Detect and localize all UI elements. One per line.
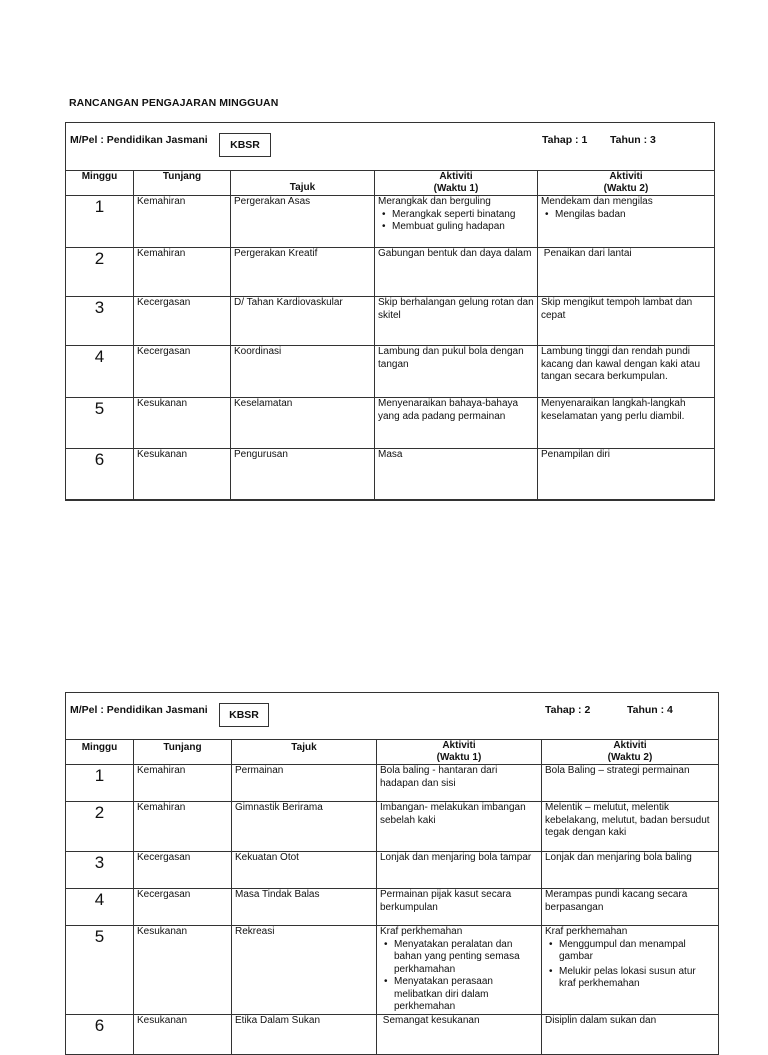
tajuk-cell: Keselamatan [231,398,375,449]
waktu-1-cell [375,196,538,248]
tunjang-cell: Kecergasan [134,346,231,398]
list-item: • Menggumpul dan menampal gambar [559,939,715,964]
header-row [66,171,715,196]
col-tunjang: Tunjang [134,740,232,765]
subject-label: M/Pel : Pendidikan Jasmani [70,704,208,716]
tajuk-cell: Koordinasi [231,346,375,398]
waktu-2-cell: Merampas pundi kacang secara berpasangan [542,889,719,926]
list-item: • Merangkak seperti binatang [392,209,534,222]
tunjang-cell: Kesukanan [134,1015,232,1055]
waktu-1-label: (Waktu 1) [436,752,482,763]
waktu-1-cell: Permainan pijak kasut secara berkumpulan [377,889,542,926]
week-number: 2 [66,248,134,297]
waktu-1-cell: Gabungan bentuk dan daya dalam [375,248,538,297]
activity-bullets [380,939,538,1014]
waktu-2-cell: Skip mengikut tempoh lambat dan cepat [538,297,715,346]
waktu-1-label: (Waktu 1) [433,183,479,194]
tahun-label: Tahun : 4 [627,704,673,716]
table-row [66,196,715,248]
weekly-plan-table-1 [65,122,715,500]
week-number: 3 [66,852,134,889]
week-number: 4 [66,889,134,926]
waktu-1-cell: Lambung dan pukul bola dengan tangan [375,346,538,398]
list-item: • Mengilas badan [555,209,711,222]
waktu-2-cell: Melentik – melutut, melentik kebelakang, melutut, badan bersudut tegak dengan kaki [542,802,719,852]
week-number: 1 [66,196,134,248]
aktiviti-2-label: Aktiviti [609,171,643,182]
waktu-2-cell: Penampilan diri [538,449,715,501]
tunjang-cell: Kecergasan [134,297,231,346]
tunjang-cell: Kecergasan [134,889,232,926]
aktiviti-1-label: Aktiviti [442,740,476,751]
table-row [66,926,719,1015]
table-row [66,1015,719,1055]
week-number: 5 [66,926,134,1015]
col-aktiviti-2 [542,740,719,765]
tunjang-cell: Kemahiran [134,248,231,297]
tajuk-cell: Pergerakan Asas [231,196,375,248]
waktu-2-label: (Waktu 2) [603,183,649,194]
week-number: 6 [66,1015,134,1055]
col-aktiviti-1 [377,740,542,765]
tunjang-cell: Kesukanan [134,449,231,501]
waktu-2-cell: Bola Baling – strategi permainan [542,765,719,802]
weekly-plan-table-2 [65,692,719,1033]
col-minggu: Minggu [66,171,134,196]
week-number: 5 [66,398,134,449]
activity-text: Merangkak dan berguling [378,196,491,207]
table-row [66,297,715,346]
table-row [66,346,715,398]
table-row [66,889,719,926]
kbsr-box: KBSR [219,133,271,157]
activity-text: Kraf perkhemahan [380,926,463,937]
table-row [66,765,719,802]
week-number: 2 [66,802,134,852]
week-number: 4 [66,346,134,398]
waktu-2-cell: Lambung tinggi dan rendah pundi kacang dan kawal dengan kaki atau tangan secara berkumpulan. [538,346,715,398]
week-number: 3 [66,297,134,346]
tahun-label: Tahun : 3 [610,134,656,146]
col-aktiviti-1 [375,171,538,196]
aktiviti-1-label: Aktiviti [439,171,473,182]
tajuk-cell: Etika Dalam Sukan [232,1015,377,1055]
waktu-2-cell: Lonjak dan menjaring bola baling [542,852,719,889]
tajuk-cell: D/ Tahan Kardiovaskular [231,297,375,346]
tajuk-cell: Pengurusan [231,449,375,501]
tajuk-cell: Permainan [232,765,377,802]
activity-text: Kraf perkhemahan [545,926,628,937]
tunjang-cell: Kemahiran [134,196,231,248]
waktu-1-cell: Imbangan- melakukan imbangan sebelah kaki [377,802,542,852]
tajuk-cell: Gimnastik Berirama [232,802,377,852]
waktu-2-label: (Waktu 2) [607,752,653,763]
table-row [66,852,719,889]
header-row [66,740,719,765]
tajuk-cell: Rekreasi [232,926,377,1015]
table-row [66,398,715,449]
activity-text: Mendekam dan mengilas [541,196,653,207]
col-tunjang: Tunjang [134,171,231,196]
waktu-1-cell: Masa [375,449,538,501]
list-item: • Menyatakan perasaan melibatkan diri dalam perkhemahan [394,976,538,1014]
tunjang-cell: Kecergasan [134,852,232,889]
tunjang-cell: Kesukanan [134,926,232,1015]
tahap-label: Tahap : 2 [545,704,591,716]
waktu-2-cell: Menyenaraikan langkah-langkah keselamatan yang perlu diambil. [538,398,715,449]
tajuk-cell: Kekuatan Otot [232,852,377,889]
document-title: RANCANGAN PENGAJARAN MINGGUAN [69,97,279,109]
table-row [66,449,715,501]
tajuk-cell: Masa Tindak Balas [232,889,377,926]
week-number: 1 [66,765,134,802]
col-aktiviti-2 [538,171,715,196]
activity-bullets [545,939,715,991]
week-number: 6 [66,449,134,501]
list-item: • Membuat guling hadapan [392,221,534,234]
col-minggu: Minggu [66,740,134,765]
plan-grid [65,739,719,1055]
waktu-1-cell: Semangat kesukanan [377,1015,542,1055]
waktu-2-cell: Penaikan dari lantai [538,248,715,297]
waktu-1-cell: Lonjak dan menjaring bola tampar [377,852,542,889]
list-item: • Melukir pelas lokasi susun atur kraf perkhemahan [559,966,715,991]
subject-label: M/Pel : Pendidikan Jasmani [70,134,208,146]
aktiviti-2-label: Aktiviti [613,740,647,751]
plan-grid [65,170,715,501]
col-tajuk: Tajuk [232,740,377,765]
tunjang-cell: Kemahiran [134,802,232,852]
waktu-2-cell [538,196,715,248]
list-item: • Menyatakan peralatan dan bahan yang penting semasa perkhamahan [394,939,538,977]
col-tajuk: Tajuk [231,171,375,196]
tahap-label: Tahap : 1 [542,134,588,146]
waktu-1-cell [377,926,542,1015]
activity-bullets [541,209,711,222]
activity-bullets [378,209,534,234]
waktu-2-cell: Disiplin dalam sukan dan [542,1015,719,1055]
waktu-1-cell: Skip berhalangan gelung rotan dan skitel [375,297,538,346]
waktu-1-cell: Bola baling - hantaran dari hadapan dan sisi [377,765,542,802]
table-row [66,802,719,852]
waktu-1-cell: Menyenaraikan bahaya-bahaya yang ada padang permainan [375,398,538,449]
tunjang-cell: Kemahiran [134,765,232,802]
table-row [66,248,715,297]
tajuk-cell: Pergerakan Kreatif [231,248,375,297]
kbsr-box: KBSR [219,703,269,727]
waktu-2-cell [542,926,719,1015]
tunjang-cell: Kesukanan [134,398,231,449]
